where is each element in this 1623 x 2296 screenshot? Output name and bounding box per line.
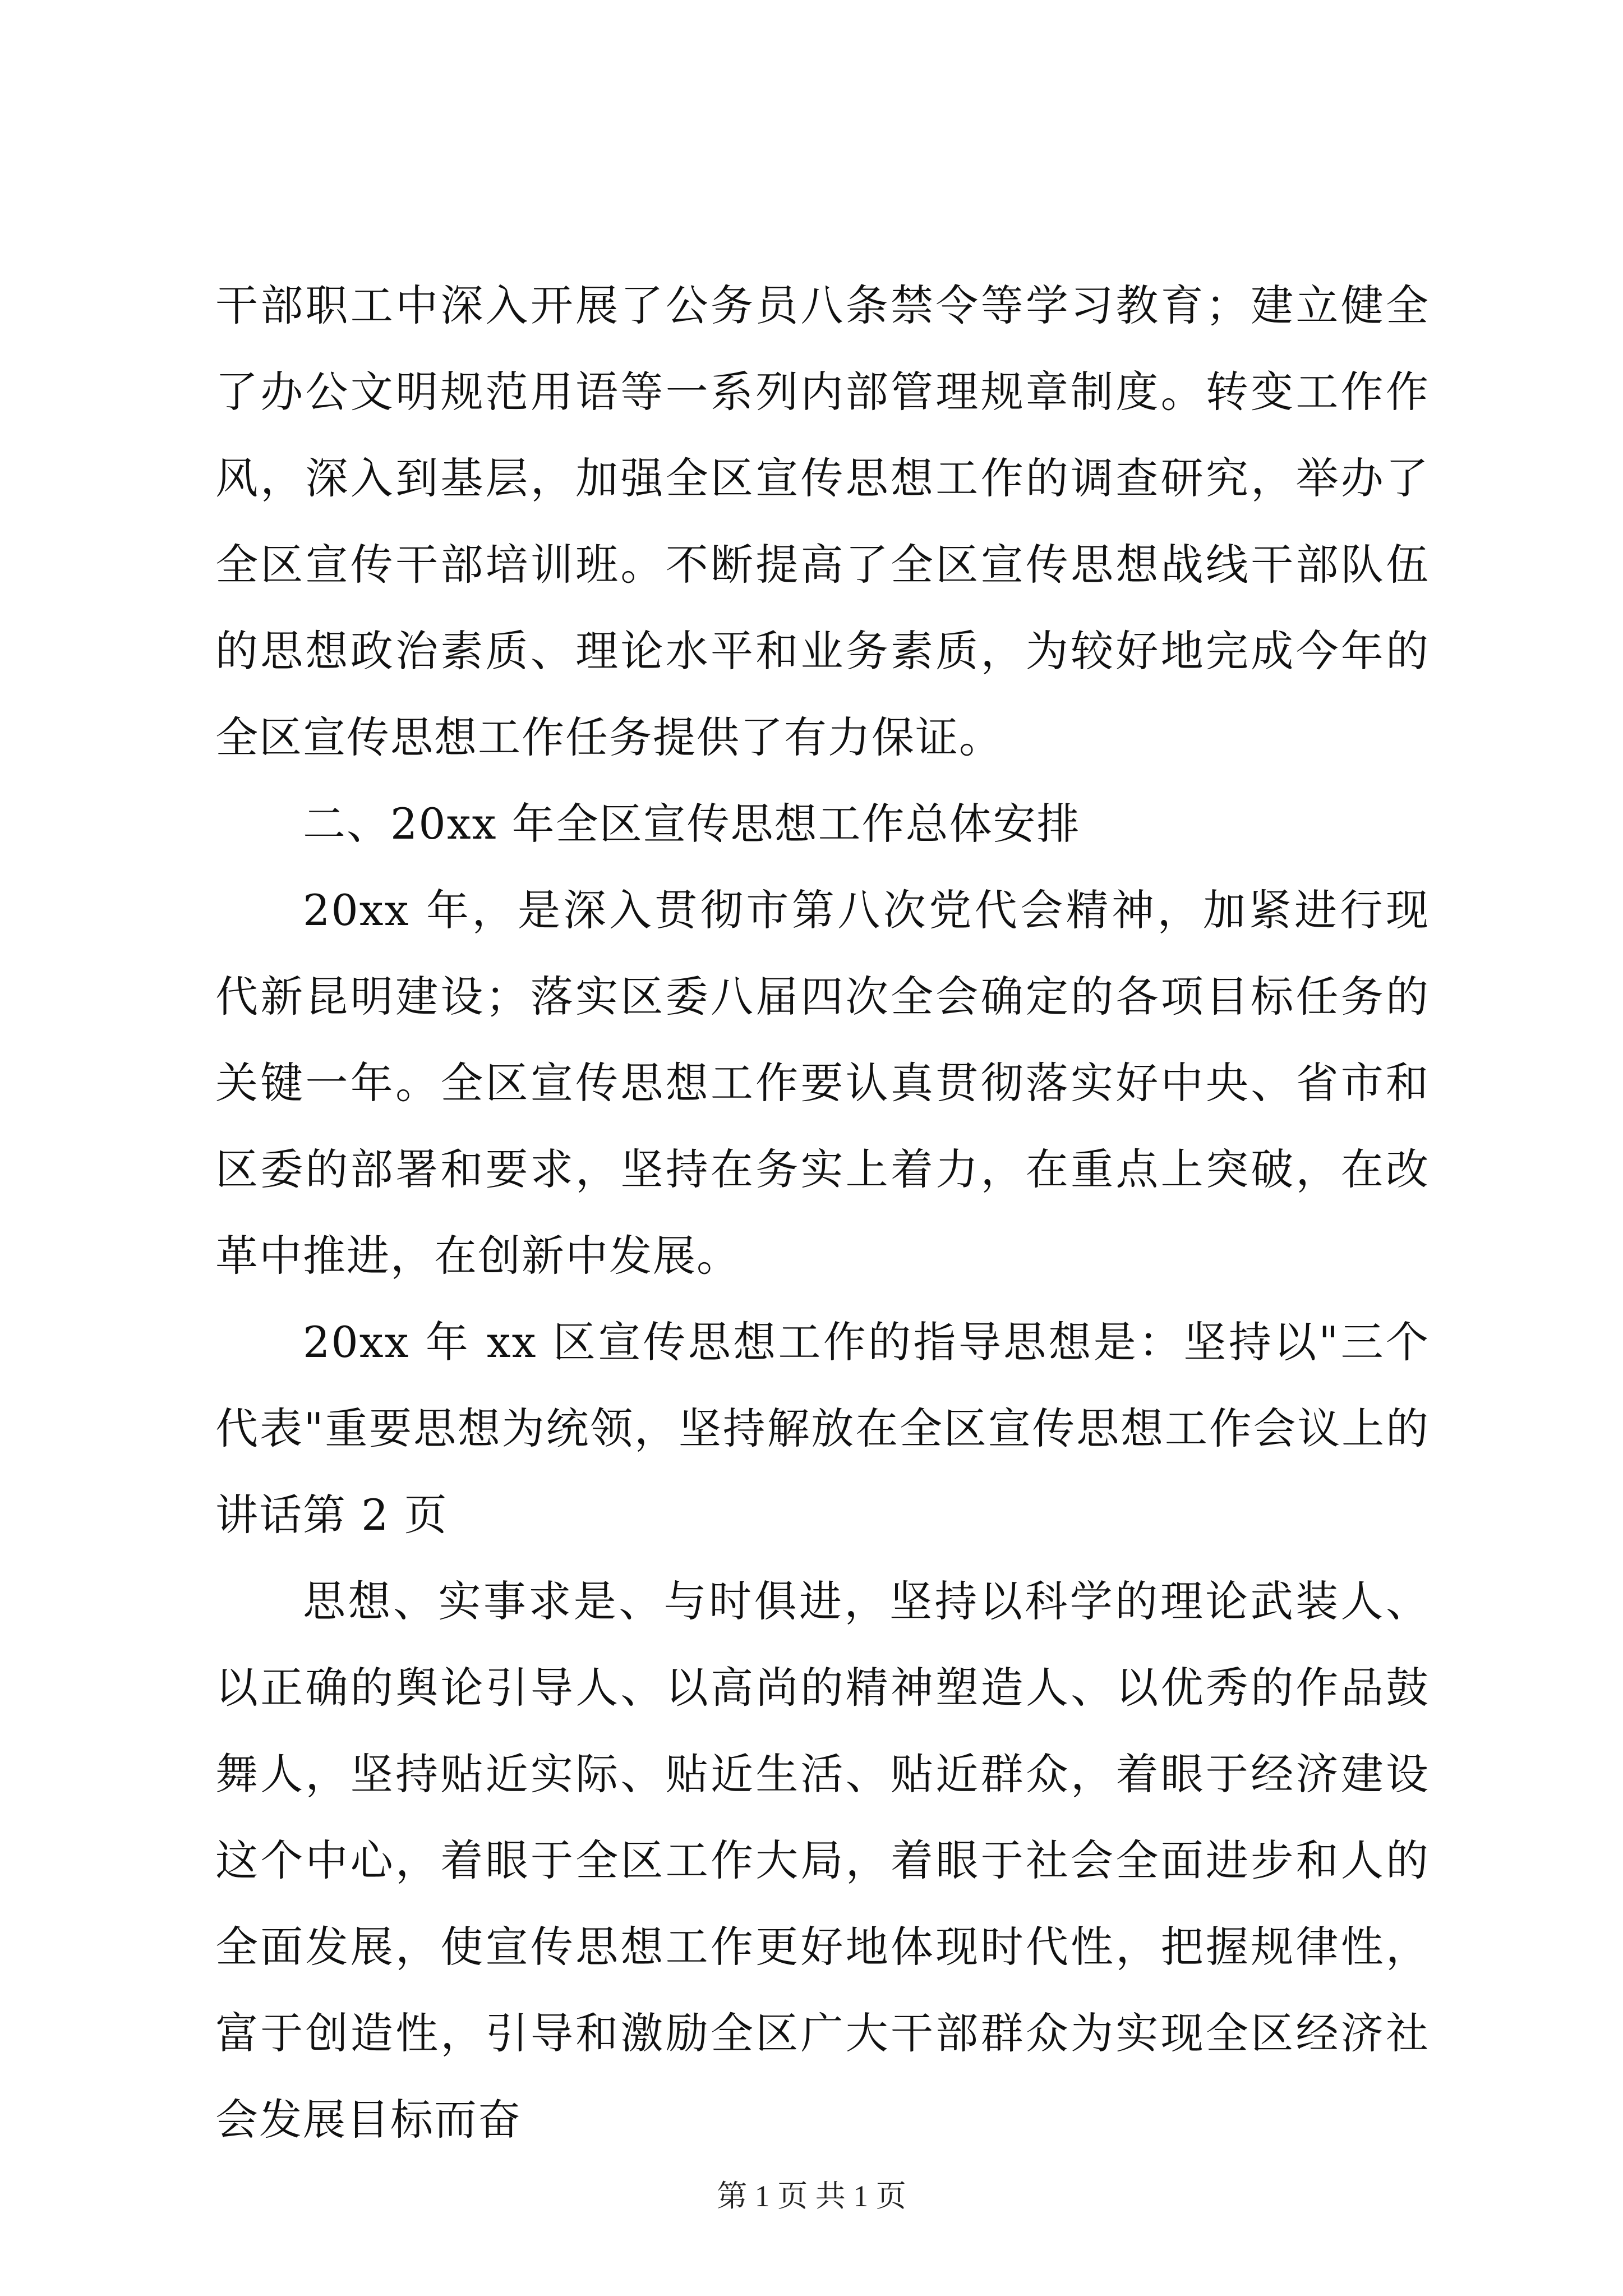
paragraph-overview: 20xx 年，是深入贯彻市第八次党代会精神，加紧进行现代新昆明建设；落实区委八届四次全会确定的各项目标任务的关键一年。全区宣传思想工作要认真贯彻落实好中央、省市和区委的部署和要求，坚持在务实上着力，在重点上突破，在改革中推进，在创新中发展。 xyxy=(215,885,1430,1281)
paragraph-guiding-thought: 20xx 年 xx 区宣传思想工作的指导思想是：坚持以"三个代表"重要思想为统领，坚持解放在全区宣传思想工作会议上的讲话第 2 页 xyxy=(215,1317,1430,1540)
page-footer: 第 1 页 共 1 页 xyxy=(717,2179,906,2213)
document-body xyxy=(215,263,1430,2163)
paragraph-principles: 思想、实事求是、与时俱进，坚持以科学的理论武装人、以正确的舆论引导人、以高尚的精神塑造人、以优秀的作品鼓舞人，坚持贴近实际、贴近生活、贴近群众，着眼于经济建设这个中心，着眼于全区工作大局，着眼于社会全面进步和人的全面发展，使宣传思想工作更好地体现时代性，把握规律性，富于创造性，引导和激励全区广大干部群众为实现全区经济社会发展目标而奋 xyxy=(215,1576,1430,2145)
section-heading: 二、20xx 年全区宣传思想工作总体安排 xyxy=(303,799,1081,849)
paragraph-continuation: 干部职工中深入开展了公务员八条禁令等学习教育；建立健全了办公文明规范用语等一系列内部管理规章制度。转变工作作风，深入到基层，加强全区宣传思想工作的调查研究，举办了全区宣传干部培训班。不断提高了全区宣传思想战线干部队伍的思想政治素质、理论水平和业务素质，为较好地完成今年的全区宣传思想工作任务提供了有力保证。 xyxy=(215,280,1430,762)
